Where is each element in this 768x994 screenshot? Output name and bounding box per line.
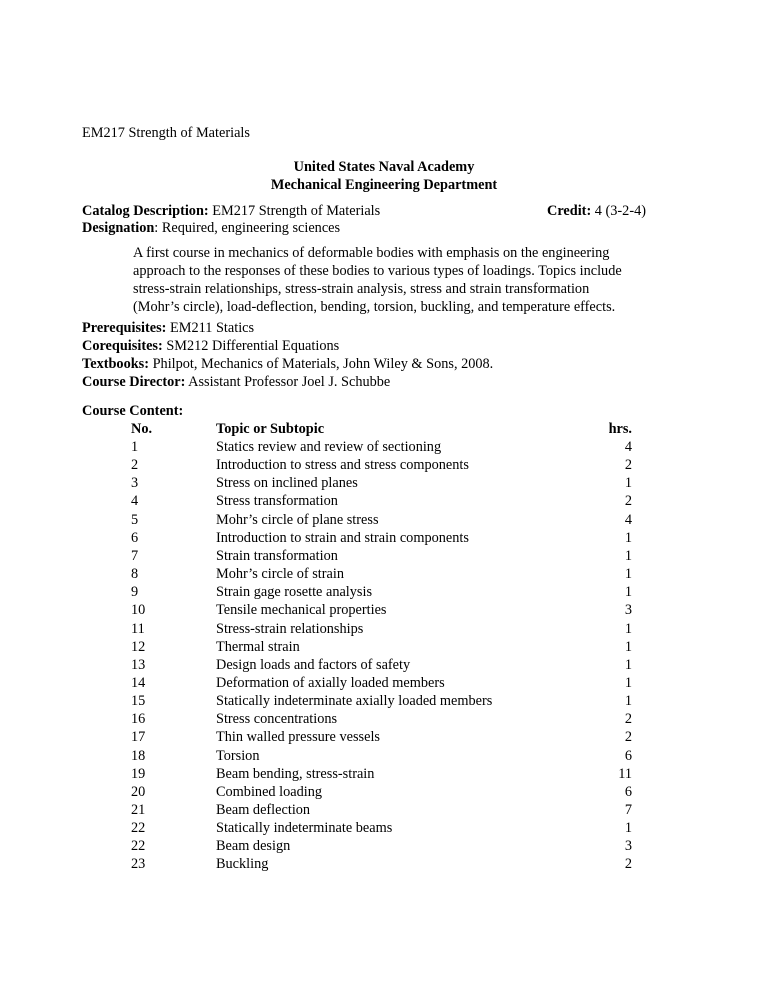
row-topic: Introduction to strain and strain components — [216, 529, 469, 546]
row-hours: 1 — [624, 656, 632, 673]
row-hours: 4 — [624, 439, 632, 455]
row-number: 23 — [131, 856, 146, 873]
row-hours: 4 — [624, 511, 632, 528]
row-hours: 2 — [624, 711, 632, 728]
row-hours: 1 — [624, 566, 632, 583]
row-number: 3 — [131, 475, 139, 492]
row-hours: 2 — [624, 457, 632, 474]
row-number: 10 — [131, 602, 146, 619]
row-number: 12 — [131, 638, 146, 655]
description-line: approach to the responses of these bodies to various types of loadings. Topics include — [133, 263, 622, 279]
row-topic: Statics review and review of sectioning — [216, 439, 442, 455]
designation-label: Designation — [82, 220, 155, 236]
table-row — [0, 838, 768, 856]
row-topic: Torsion — [216, 747, 260, 764]
row-number: 6 — [131, 529, 139, 546]
row-number: 18 — [131, 747, 146, 764]
corequisites-label: Corequisites: — [82, 338, 163, 354]
table-row — [0, 512, 768, 530]
row-hours: 3 — [624, 838, 632, 855]
table-row — [0, 856, 768, 874]
table-row — [0, 802, 768, 820]
department-title: Mechanical Engineering Department — [270, 177, 498, 193]
description-line: A first course in mechanics of deformable bodies with emphasis on the engineering — [133, 245, 610, 261]
row-hours: 1 — [624, 674, 632, 691]
table-row — [0, 493, 768, 511]
row-number: 8 — [131, 566, 139, 583]
row-topic: Beam design — [216, 838, 291, 855]
row-number: 20 — [131, 783, 146, 800]
row-number: 4 — [131, 493, 139, 510]
description-line: stress-strain relationships, stress-strain analysis, stress and strain transformation — [133, 281, 590, 297]
row-hours: 2 — [624, 856, 632, 873]
row-topic: Statically indeterminate beams — [216, 820, 393, 837]
row-topic: Stress concentrations — [216, 711, 338, 728]
content-table-header — [0, 421, 768, 439]
row-topic: Deformation of axially loaded members — [216, 674, 445, 691]
prerequisites-label: Prerequisites: — [82, 320, 167, 336]
row-topic: Strain gage rosette analysis — [216, 584, 373, 601]
row-hours: 2 — [624, 729, 632, 746]
table-row — [0, 602, 768, 620]
row-number: 14 — [131, 674, 146, 691]
credit-label: Credit: — [547, 203, 592, 219]
row-topic: Combined loading — [216, 783, 323, 800]
row-topic: Stress on inclined planes — [216, 475, 358, 492]
row-hours: 1 — [624, 584, 632, 601]
row-number: 1 — [131, 439, 139, 455]
row-hours: 6 — [624, 747, 632, 764]
row-hours: 1 — [624, 820, 632, 837]
row-hours: 6 — [624, 783, 632, 800]
row-number: 22 — [131, 820, 146, 837]
table-row — [0, 766, 768, 784]
row-hours: 1 — [624, 638, 632, 655]
row-topic: Introduction to stress and stress components — [216, 457, 469, 474]
corequisites-value: SM212 Differential Equations — [162, 338, 340, 354]
course-line: EM217 Strength of Materials — [82, 125, 250, 141]
row-number: 7 — [131, 547, 139, 564]
header-no: No. — [131, 421, 153, 437]
designation — [82, 220, 340, 237]
row-number: 11 — [131, 620, 145, 637]
header-hrs: hrs. — [608, 421, 632, 437]
table-row — [0, 784, 768, 802]
institution-title: United States Naval Academy — [293, 159, 475, 175]
row-hours: 1 — [624, 547, 632, 564]
table-row — [0, 439, 768, 457]
director-label: Course Director: — [82, 374, 186, 390]
row-number: 17 — [131, 729, 146, 746]
row-hours: 11 — [618, 765, 632, 782]
course-description — [133, 244, 633, 316]
row-topic: Strain transformation — [216, 547, 338, 564]
table-row — [0, 548, 768, 566]
row-number: 5 — [131, 511, 139, 528]
course-director — [82, 374, 390, 391]
row-hours: 1 — [624, 693, 632, 710]
credit — [547, 203, 646, 220]
table-row — [0, 457, 768, 475]
director-value: Assistant Professor Joel J. Schubbe — [185, 374, 391, 390]
textbooks — [82, 356, 493, 373]
row-topic: Mohr’s circle of plane stress — [216, 511, 379, 528]
table-row — [0, 657, 768, 675]
table-row — [0, 748, 768, 766]
table-row — [0, 475, 768, 493]
credit-value: 4 (3-2-4) — [591, 203, 646, 219]
catalog-value: EM217 Strength of Materials — [208, 203, 381, 219]
header-topic: Topic or Subtopic — [216, 421, 325, 437]
row-topic: Mohr’s circle of strain — [216, 566, 344, 583]
table-row — [0, 729, 768, 747]
table-row — [0, 693, 768, 711]
prerequisites-value: EM211 Statics — [166, 320, 255, 336]
table-row — [0, 621, 768, 639]
description-line: (Mohr’s circle), load-deflection, bending, torsion, buckling, and temperature effects. — [133, 299, 616, 315]
course-content-label: Course Content: — [82, 403, 184, 419]
row-number: 16 — [131, 711, 146, 728]
row-topic: Beam deflection — [216, 802, 311, 818]
row-hours: 1 — [624, 529, 632, 546]
row-topic: Stress transformation — [216, 493, 338, 510]
row-topic: Tensile mechanical properties — [216, 602, 387, 619]
catalog-label: Catalog Description: — [82, 203, 209, 219]
row-hours: 7 — [624, 802, 632, 818]
table-row — [0, 584, 768, 602]
row-number: 13 — [131, 656, 146, 673]
prerequisites — [82, 320, 254, 337]
row-topic: Design loads and factors of safety — [216, 656, 411, 673]
designation-value: : Required, engineering sciences — [154, 220, 341, 236]
table-row — [0, 711, 768, 729]
catalog-description — [82, 203, 380, 220]
row-number: 2 — [131, 457, 139, 474]
row-number: 9 — [131, 584, 139, 601]
row-hours: 1 — [624, 620, 632, 637]
row-topic: Buckling — [216, 856, 269, 873]
row-topic: Stress-strain relationships — [216, 620, 364, 637]
row-number: 15 — [131, 693, 146, 710]
row-number: 21 — [131, 802, 146, 818]
corequisites — [82, 338, 339, 355]
row-topic: Statically indeterminate axially loaded members — [216, 693, 493, 710]
textbooks-label: Textbooks: — [82, 356, 150, 372]
row-hours: 1 — [624, 475, 632, 492]
row-number: 22 — [131, 838, 146, 855]
table-row — [0, 530, 768, 548]
row-topic: Beam bending, stress-strain — [216, 765, 375, 782]
row-number: 19 — [131, 765, 146, 782]
row-topic: Thermal strain — [216, 638, 300, 655]
table-row — [0, 639, 768, 657]
textbooks-value: Philpot, Mechanics of Materials, John Wiley & Sons, 2008. — [149, 356, 494, 372]
table-row — [0, 675, 768, 693]
row-hours: 3 — [624, 602, 632, 619]
table-row — [0, 820, 768, 838]
row-topic: Thin walled pressure vessels — [216, 729, 380, 746]
row-hours: 2 — [624, 493, 632, 510]
table-row — [0, 566, 768, 584]
